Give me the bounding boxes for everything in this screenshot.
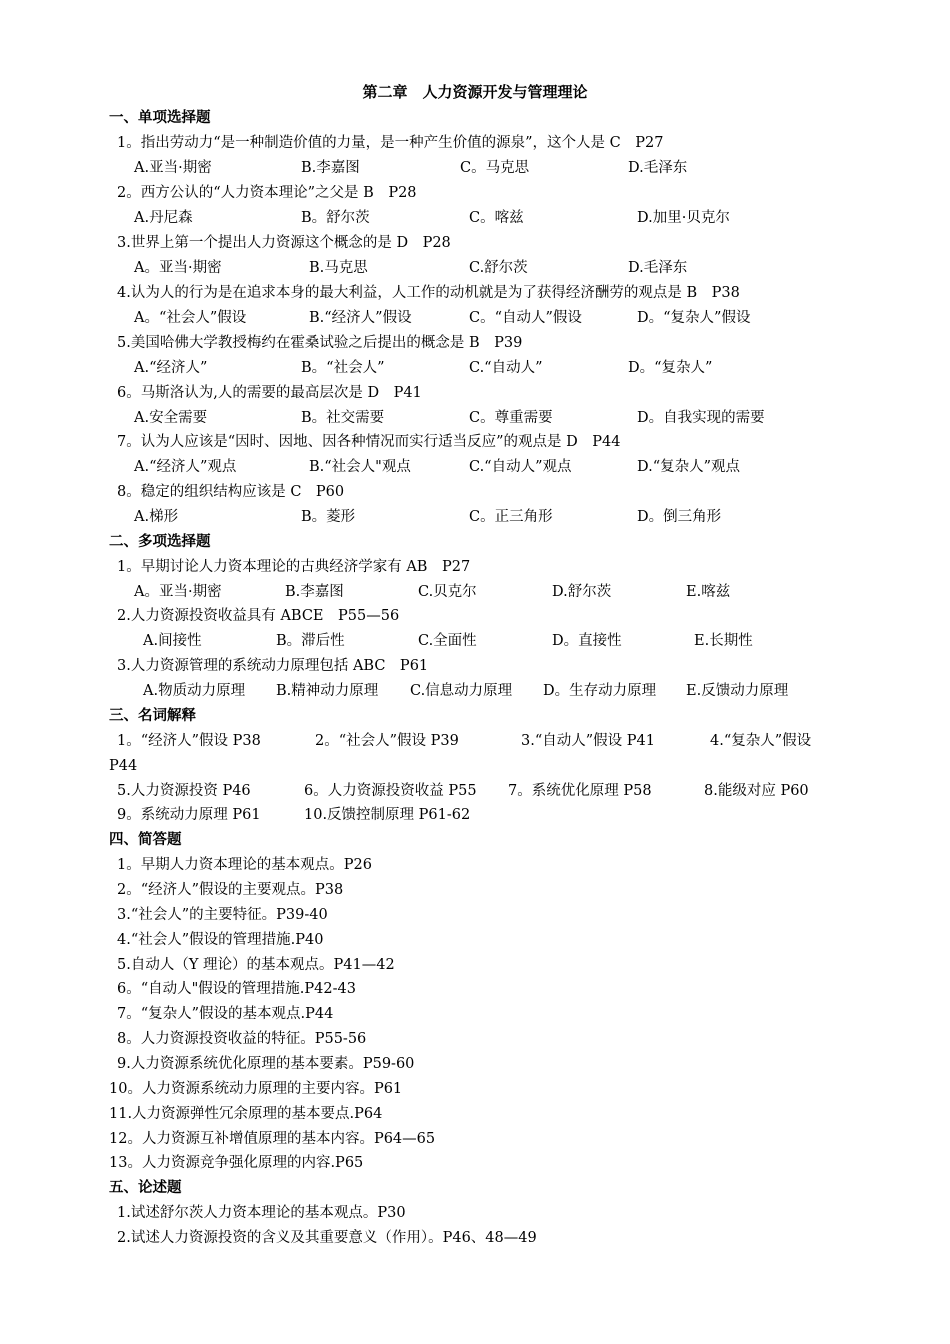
question-text: 8。稳定的组织结构应该是 C P60 xyxy=(117,484,345,500)
option-c: C。尊重需要 xyxy=(469,410,553,426)
question-text: 5.美国哈佛大学教授梅约在霍桑试验之后提出的概念是 B P39 xyxy=(117,335,523,351)
option-a: A.安全需要 xyxy=(134,410,208,426)
term-item: 6。人力资源投资收益 P55 xyxy=(304,783,477,799)
option-d: D。生存动力原理 xyxy=(543,683,657,699)
short-answer-item: 9.人力资源系统优化原理的基本要素。P59-60 xyxy=(117,1056,415,1072)
option-a: A.间接性 xyxy=(143,633,202,649)
option-a: A。“社会人”假设 xyxy=(134,310,247,326)
term-item: 7。系统优化原理 P58 xyxy=(508,783,652,799)
question-text: 3.世界上第一个提出人力资源这个概念的是 D P28 xyxy=(117,235,451,251)
section-heading-term-definitions: 三、名词解释 xyxy=(109,707,196,724)
short-answer-item: 8。人力资源投资收益的特征。P55-56 xyxy=(117,1031,367,1047)
option-d: D。直接性 xyxy=(552,633,622,649)
option-b: B。社交需要 xyxy=(301,410,385,426)
section-heading-short-answer: 四、简答题 xyxy=(109,831,182,848)
option-c: C。马克思 xyxy=(460,160,530,176)
term-item: 1。“经济人”假设 P38 xyxy=(117,733,261,749)
option-c: C。正三角形 xyxy=(469,509,553,525)
option-a: A。亚当·期密 xyxy=(134,260,222,276)
term-item: 4.“复杂人”假设 xyxy=(710,733,812,749)
short-answer-item: 12。人力资源互补增值原理的基本内容。P64—65 xyxy=(109,1131,436,1147)
option-c: C.信息动力原理 xyxy=(410,683,513,699)
option-a: A.“经济人”观点 xyxy=(134,459,237,475)
option-a: A.亚当·期密 xyxy=(134,160,212,176)
term-item: 10.反馈控制原理 P61-62 xyxy=(304,807,471,823)
short-answer-item: 3.“社会人”的主要特征。P39-40 xyxy=(117,907,328,923)
option-d: D。倒三角形 xyxy=(637,509,722,525)
term-item: 8.能级对应 P60 xyxy=(704,783,809,799)
option-b: B.“经济人”假设 xyxy=(309,310,412,326)
question-text: 4.认为人的行为是在追求本身的最大利益，人工作的动机就是为了获得经济酬劳的观点是 B P38 xyxy=(117,285,740,301)
option-b: B。“社会人” xyxy=(301,360,385,376)
option-c: C.“自动人” xyxy=(469,360,543,376)
option-b: B。舒尔茨 xyxy=(301,210,370,226)
option-d: D.“复杂人”观点 xyxy=(637,459,741,475)
option-c: C.舒尔茨 xyxy=(469,260,528,276)
option-d: D。“复杂人”假设 xyxy=(637,310,751,326)
option-a: A。亚当·期密 xyxy=(134,584,222,600)
option-b: B.“社会人"观点 xyxy=(309,459,411,475)
option-c: C.全面性 xyxy=(418,633,477,649)
question-text: 2。西方公认的“人力资本理论”之父是 B P28 xyxy=(117,185,417,201)
term-item: 5.人力资源投资 P46 xyxy=(117,783,251,799)
option-a: A.“经济人” xyxy=(134,360,208,376)
section-heading-single-choice: 一、单项选择题 xyxy=(109,109,211,126)
question-text: 3.人力资源管理的系统动力原理包括 ABC P61 xyxy=(117,658,429,674)
page-title: 第二章 人力资源开发与管理理论 xyxy=(362,83,588,101)
short-answer-item: 11.人力资源弹性冗余原理的基本要点.P64 xyxy=(109,1106,383,1122)
option-b: B.马克思 xyxy=(309,260,368,276)
short-answer-item: 13。人力资源竞争强化原理的内容.P65 xyxy=(109,1155,364,1171)
term-item-continued: P44 xyxy=(109,758,138,774)
option-c: C。喀兹 xyxy=(469,210,524,226)
option-b: B。滞后性 xyxy=(276,633,345,649)
option-e: E.长期性 xyxy=(694,633,753,649)
option-d: D.舒尔茨 xyxy=(552,584,612,600)
term-item: 3.“自动人”假设 P41 xyxy=(521,733,655,749)
question-text: 2.人力资源投资收益具有 ABCE P55—56 xyxy=(117,608,400,624)
option-a: A.物质动力原理 xyxy=(143,683,246,699)
short-answer-item: 5.自动人（Y 理论）的基本观点。P41—42 xyxy=(117,957,395,973)
section-heading-essay: 五、论述题 xyxy=(109,1179,182,1196)
option-b: B.精神动力原理 xyxy=(276,683,379,699)
option-d: D.毛泽东 xyxy=(628,260,688,276)
short-answer-item: 4.“社会人”假设的管理措施.P40 xyxy=(117,932,324,948)
essay-item: 1.试述舒尔茨人力资本理论的基本观点。P30 xyxy=(117,1205,406,1221)
short-answer-item: 7。“复杂人”假设的基本观点.P44 xyxy=(117,1006,334,1022)
short-answer-item: 2。“经济人”假设的主要观点。P38 xyxy=(117,882,344,898)
question-text: 6。马斯洛认为,人的需要的最高层次是 D P41 xyxy=(117,385,422,401)
option-b: B。菱形 xyxy=(301,509,356,525)
short-answer-item: 6。“自动人"假设的管理措施.P42-43 xyxy=(117,981,356,997)
essay-item: 2.试述人力资源投资的含义及其重要意义（作用）。P46、48—49 xyxy=(117,1230,537,1246)
term-item: 2。“社会人”假设 P39 xyxy=(315,733,459,749)
question-text: 1。早期讨论人力资本理论的古典经济学家有 AB P27 xyxy=(117,559,471,575)
section-heading-multiple-choice: 二、多项选择题 xyxy=(109,533,211,550)
option-d: D.加里·贝克尔 xyxy=(637,210,730,226)
question-text: 7。认为人应该是“因时、因地、因各种情况而实行适当反应”的观点是 D P44 xyxy=(117,434,621,450)
option-a: A.梯形 xyxy=(134,509,179,525)
option-b: B.李嘉图 xyxy=(285,584,344,600)
option-c: C.贝克尔 xyxy=(418,584,477,600)
option-e: E.反馈动力原理 xyxy=(686,683,789,699)
short-answer-item: 10。人力资源系统动力原理的主要内容。P61 xyxy=(109,1081,403,1097)
question-text: 1。指出劳动力“是一种制造价值的力量，是一种产生价值的源泉”，这个人是 C P27 xyxy=(117,135,664,151)
option-d: D。自我实现的需要 xyxy=(637,410,765,426)
short-answer-item: 1。早期人力资本理论的基本观点。P26 xyxy=(117,857,372,873)
option-e: E.喀兹 xyxy=(686,584,731,600)
option-d: D.毛泽东 xyxy=(628,160,688,176)
option-a: A.丹尼森 xyxy=(134,210,193,226)
option-d: D。“复杂人” xyxy=(628,360,713,376)
option-b: B.李嘉图 xyxy=(301,160,360,176)
term-item: 9。系统动力原理 P61 xyxy=(117,807,261,823)
option-c: C。“自动人”假设 xyxy=(469,310,582,326)
option-c: C.“自动人”观点 xyxy=(469,459,572,475)
